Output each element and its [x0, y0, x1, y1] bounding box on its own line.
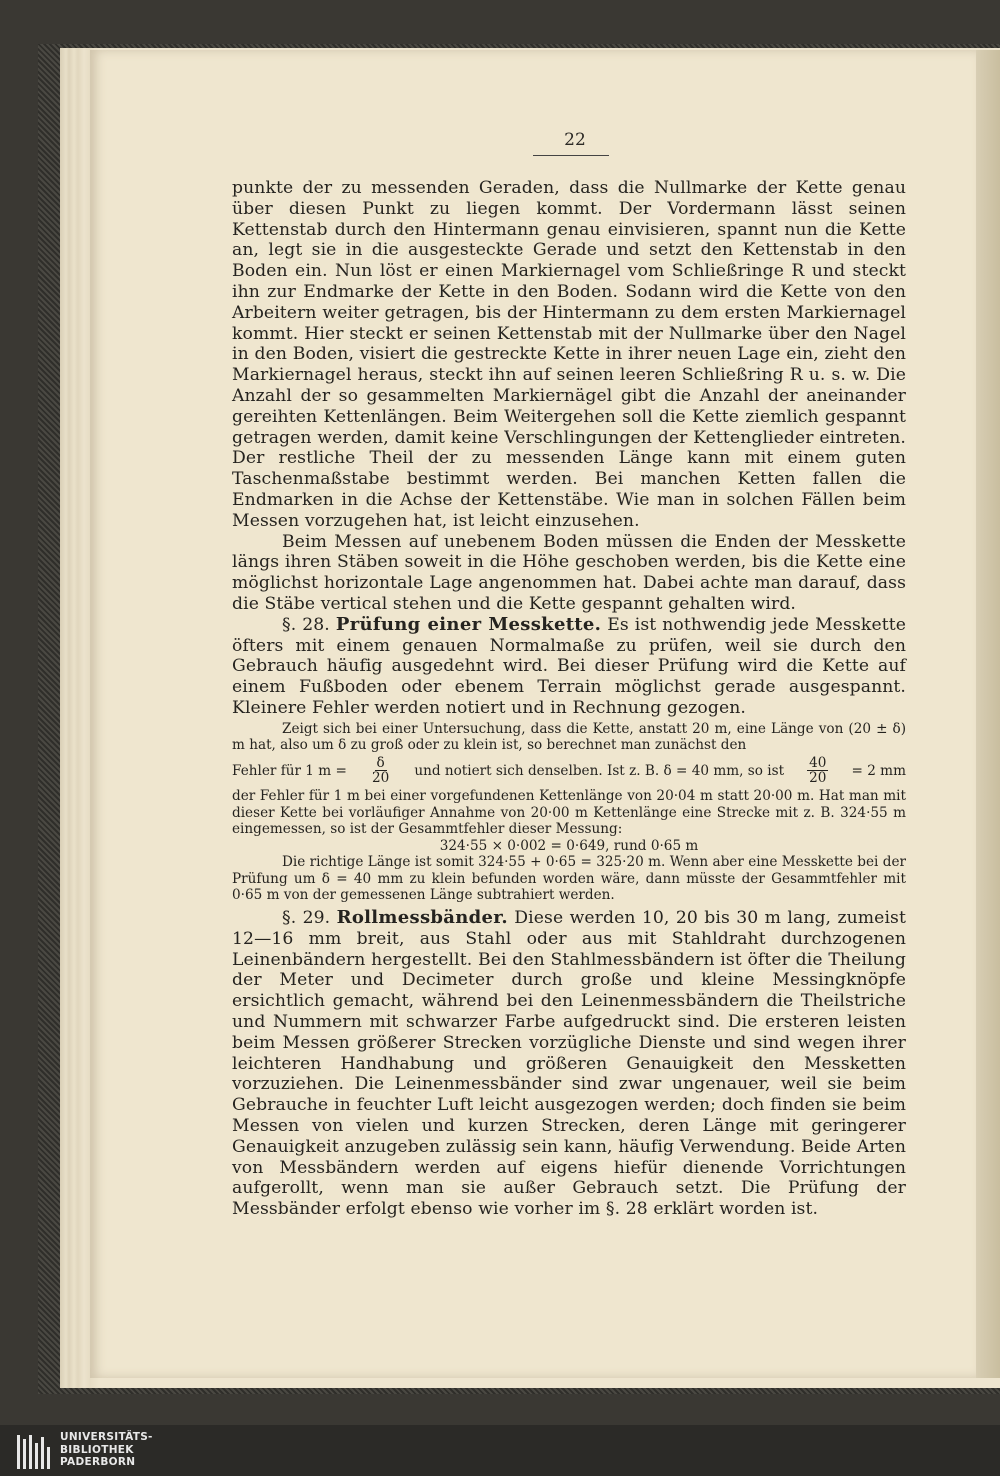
formula-line [232, 756, 906, 786]
section-28-paragraph [232, 615, 906, 719]
small-paragraph-3: Die richtige Länge ist somit 324·55 + 0·65 = 325·20 m. Wenn aber eine Messkette bei der Prüfung um δ = 40 mm zu klein befunden worden wäre, dann müsste der Gesammtfehler mit 0·65 m von der gemessenen Länge subtrahiert werden. [232, 854, 906, 904]
logo-line-3: PADERBORN [60, 1456, 136, 1468]
small-paragraph-1: Zeigt sich bei einer Untersuchung, dass die Kette, anstatt 20 m, eine Länge von (20 ± δ) m hat, also um δ zu groß oder zu klein ist, so berechnet man zunächst den [232, 720, 906, 754]
section-28-text: Es ist nothwendig jede Messkette öfters mit einem genauen Normalmaße zu prüfen, weil sie durch den Gebrauch häufig ausgedehnt wird. Bei dieser Prüfung wird die Kette auf einem Fußboden oder ebenem Terrain möglichst gerade ausgespannt. Kleinere Fehler werden notiert und in Rechnung gezogen. [232, 614, 906, 718]
fraction-delta-over-20 [370, 756, 391, 786]
paragraph-1: punkte der zu messenden Geraden, dass die Nullmarke der Kette genau über diesen Punkt zu liegen kommt. Der Vordermann lässt seinen Kettenstab durch den Hintermann genau einvisieren, spannt nun die Kette an, legt sie in die ausgesteckte Gerade und setzt den Kettenstab in den Boden ein. Nun löst er einen Markiernagel vom Schließringe R und steckt ihn zur Endmarke der Kette in den Boden. Sodann wird die Kette von den Arbeitern weiter getragen, bis der Hintermann zu dem ersten Markiernagel kommt. Hier steckt er seinen Kettenstab mit der Nullmarke über den Nagel in den Boden, visiert die gestreckte Kette in ihrer neuen Lage ein, zieht den Markiernagel heraus, steckt ihn auf seinen leeren Schließring R u. s. w. Die Anzahl der so gesammelten Markiernägel gibt die Anzahl der aneinander gereihten Kettenlängen. Beim Weitergehen soll die Kette ziemlich gespannt getragen werden, damit keine Verschlingungen der Kettenglieder eintreten. Der restliche Theil der zu messenden Länge kann mit einem guten Taschenmaßstabe bestimmt werden. Bei manchen Ketten fallen die Endmarken in die Achse der Kettenstäbe. Wie man in solchen Fällen beim Messen vorzugehen hat, ist leicht einzusehen. [232, 178, 906, 531]
small-paragraph-2: der Fehler für 1 m bei einer vorgefundenen Kettenlänge von 20·04 m statt 20·00 m. Hat man mit dieser Kette bei vorläufiger Annahme von 20·00 m Kettenlänge eine Strecke mit z. B. 324·55 m eingemessen, so ist der Gesammtfehler dieser Messung: [232, 787, 906, 838]
page-text [232, 178, 906, 1220]
small-print-block [232, 721, 906, 904]
fraction-numerator: δ [376, 754, 385, 771]
fraction-denominator: 20 [809, 769, 827, 786]
formula-middle: und notiert sich denselben. Ist z. B. δ = 40 mm, so ist [414, 762, 785, 779]
logo-line-1: UNIVERSITÄTS- [60, 1431, 153, 1443]
section-29-text: Diese werden 10, 20 bis 30 m lang, zumeist 12—16 mm breit, aus Stahl oder aus mit Stahldraht durchzogenen Leinenbändern hergestellt. Bei den Stahlmessbändern ist öfter die Theilung der Meter und Decimeter durch große und kleine Messingknöpfe ersichtlich gemacht, während bei den Leinenmessbändern die Theilstriche und Nummern mit schwarzer Farbe aufgedruckt sind. Die ersteren leisten beim Messen größerer Strecken vorzügliche Dienste und sind wegen ihrer leichteren Handhabung und größeren Genauigkeit den Messketten vorzuziehen. Die Leinenmessbänder sind zwar ungenauer, weil sie beim Gebrauche in feuchter Luft leicht ausgezogen werden; doch finden sie beim Messen von vielen und kurzen Strecken, deren Länge mit geringerer Genauigkeit anzugeben zulässig sein kann, häufig Verwendung. Beide Arten von Messbändern werden auf eigens hiefür dienende Vorrichtungen aufgerollt, wenn man sie außer Gebrauch setzt. Die Prüfung der Messbänder erfolgt ebenso wie vorher im §. 28 erklärt worden ist. [232, 908, 906, 1220]
fraction-denominator: 20 [371, 769, 390, 786]
body-text [232, 178, 906, 719]
page-edge [976, 50, 1000, 1378]
formula-left: Fehler für 1 m = [232, 762, 347, 779]
fraction-numerator: 40 [809, 754, 827, 771]
library-logo-icon [16, 1433, 50, 1471]
formula-right: = 2 mm [851, 762, 906, 779]
section-29-number: §. 29. [282, 908, 331, 929]
page-number-rule [533, 155, 609, 156]
library-footer [0, 1425, 1000, 1476]
library-logo-text [60, 1431, 153, 1469]
section-28-number: §. 28. [282, 614, 330, 635]
logo-line-2: BIBLIOTHEK [60, 1443, 134, 1456]
calculation-line: 324·55 × 0·002 = 0·649, rund 0·65 m [439, 837, 699, 854]
section-29-paragraph [232, 908, 906, 1220]
paragraph-2: Beim Messen auf unebenem Boden müssen die Enden der Messkette längs ihren Stäben soweit in die Höhe geschoben werden, bis die Kette eine möglichst horizontale Lage angenommen hat. Dabei achte man darauf, dass die Stäbe vertical stehen und die Kette gespannt gehalten wird. [232, 531, 906, 614]
section-29-title: Rollmessbänder. [336, 907, 508, 929]
body-text-lower [232, 908, 906, 1220]
section-28-title: Prüfung einer Messkette. [335, 613, 602, 635]
page-number: 22 [564, 130, 586, 150]
fraction-40-over-20 [807, 756, 828, 786]
